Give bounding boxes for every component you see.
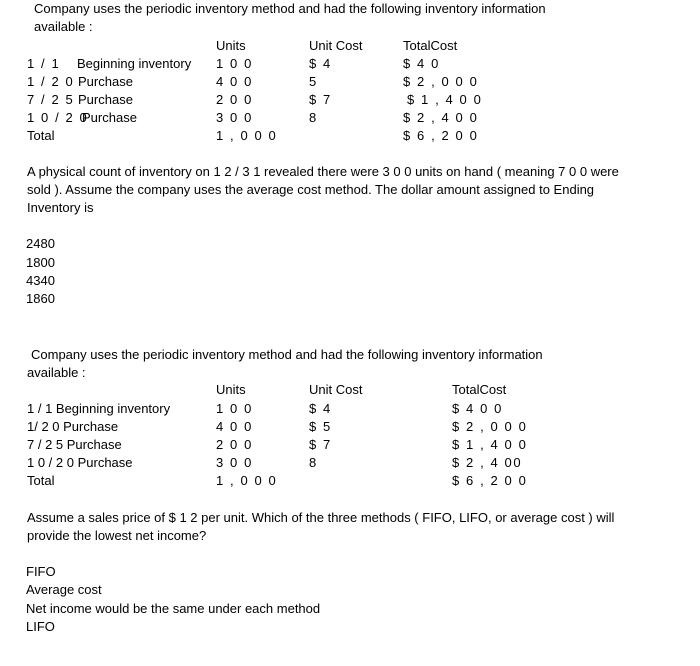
q2-row-units: 4 0 0 (216, 419, 253, 434)
q1-row-units: 2 0 0 (216, 92, 253, 107)
q2-total-units: 1 , 0 0 0 (216, 473, 278, 488)
q2-row-units: 1 0 0 (216, 401, 253, 416)
q1-option[interactable]: 4340 (26, 273, 55, 288)
q2-option[interactable]: LIFO (26, 619, 55, 634)
q1-row-unit-cost: 8 (309, 110, 318, 125)
q1-total-cost: $ 6 , 2 0 0 (403, 128, 479, 143)
q1-row-date: 1 / 1 (27, 56, 61, 71)
q1-intro: Company uses the periodic inventory method and had the following inventory information available : (34, 1, 546, 34)
q1-header-total-cost: TotalCost (403, 38, 458, 53)
q2-row-total-cost: $ 2 , 4 00 (452, 455, 523, 470)
q1-row-desc: Beginning inventory (77, 56, 192, 71)
q1-option[interactable]: 1860 (26, 291, 55, 306)
q2-row-units: 3 0 0 (216, 455, 253, 470)
q1-total-units: 1 , 0 0 0 (216, 128, 278, 143)
q1-row-units: 1 0 0 (216, 56, 253, 71)
q1-row-desc: Purchase (78, 74, 133, 89)
q1-total-label: Total (27, 128, 55, 143)
q2-row-total-cost: $ 1 , 4 0 0 (452, 437, 528, 452)
q1-option[interactable]: 2480 (26, 236, 55, 251)
q2-row-label: 1 / 1 Beginning inventory (27, 401, 171, 416)
q1-row-unit-cost: $ 7 (309, 92, 332, 107)
q2-row-label: 1 0 / 2 0 Purchase (27, 455, 133, 470)
q2-row-unit-cost: 8 (309, 455, 318, 470)
q1-row-desc: Purchase (78, 92, 133, 107)
q2-row-total-cost: $ 2 , 0 0 0 (452, 419, 528, 434)
q2-total-label: Total (27, 473, 55, 488)
q2-header-units: Units (216, 382, 246, 397)
q1-row-total-cost: $ 1 , 4 0 0 (407, 92, 483, 107)
q1-row-unit-cost: $ 4 (309, 56, 332, 71)
q1-header-unit-cost: Unit Cost (309, 38, 363, 53)
q2-row-unit-cost: $ 5 (309, 419, 332, 434)
q1-row-units: 3 0 0 (216, 110, 253, 125)
q1-row-total-cost: $ 2 , 0 0 0 (403, 74, 479, 89)
q2-total-cost: $ 6 , 2 0 0 (452, 473, 528, 488)
q1-header-units: Units (216, 38, 246, 53)
q2-question: Assume a sales price of $ 1 2 per unit. Which of the three methods ( FIFO, LIFO, or average cost ) will provide the lowest net income? (27, 510, 615, 543)
q2-row-label: 7 / 2 5 Purchase (27, 437, 122, 452)
q2-option[interactable]: Average cost (26, 582, 102, 597)
q1-row-date: 1 / 2 0 (27, 74, 75, 89)
q1-row-date: 1 0 / 2 0 (27, 110, 89, 125)
q2-header-total-cost: TotalCost (452, 382, 507, 397)
q2-row-unit-cost: $ 4 (309, 401, 332, 416)
q2-intro: Company uses the periodic inventory method and had the following inventory information available : (27, 347, 543, 380)
q1-row-total-cost: $ 2 , 4 0 0 (403, 110, 479, 125)
q2-option[interactable]: FIFO (26, 564, 56, 579)
q1-row-date: 7 / 2 5 (27, 92, 75, 107)
q2-row-total-cost: $ 4 0 0 (452, 401, 503, 416)
q2-row-units: 2 0 0 (216, 437, 253, 452)
q2-row-unit-cost: $ 7 (309, 437, 332, 452)
q1-row-unit-cost: 5 (309, 74, 318, 89)
q1-option[interactable]: 1800 (26, 255, 55, 270)
q1-question: A physical count of inventory on 1 2 / 3 1 revealed there were 3 0 0 units on hand ( meaning 7 0 0 were sold ). Assume the company uses the average cost method. The dollar amount assigned to Ending Inventory is (27, 164, 619, 215)
q1-row-total-cost: $ 4 0 (403, 56, 440, 71)
q1-row-desc: Purchase (82, 110, 137, 125)
q2-row-label: 1/ 2 0 Purchase (27, 419, 119, 434)
q1-row-units: 4 0 0 (216, 74, 253, 89)
q2-option[interactable]: Net income would be the same under each method (26, 601, 321, 616)
q2-header-unit-cost: Unit Cost (309, 382, 363, 397)
